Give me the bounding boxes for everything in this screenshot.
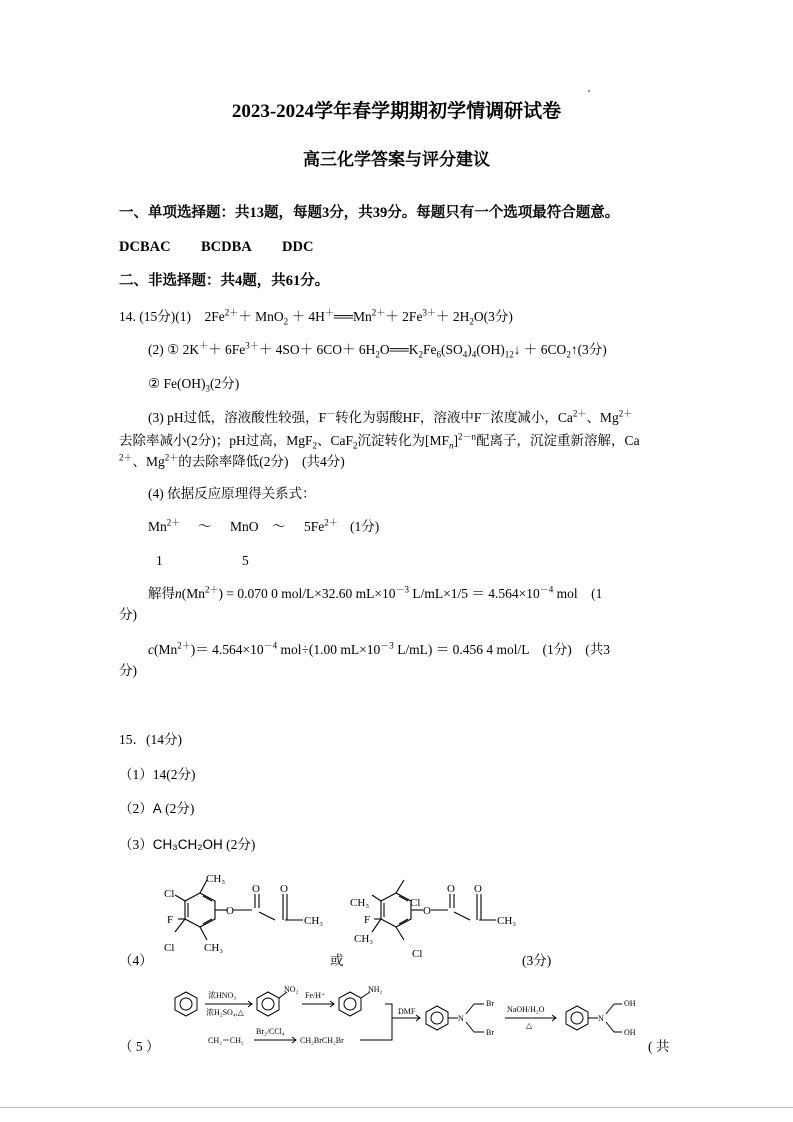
atom-br-1: Br: [486, 999, 494, 1008]
group-oh-1: OH: [624, 999, 636, 1008]
reagent-naoh: NaOH/H₂O: [507, 1005, 545, 1014]
atom-n-1: N: [458, 1014, 464, 1023]
s1-ch3-end: CH₃: [304, 915, 324, 927]
s1-f: F: [167, 914, 174, 926]
reagent-h2so4: 浓H₂SO₄,△: [206, 1008, 244, 1017]
relation-tilde-1: ～: [198, 519, 212, 534]
page-bottom-rule: [0, 1107, 793, 1108]
q15-part2: （2）A (2分): [119, 801, 195, 816]
reagent-hno3: 浓HNO₃: [208, 991, 237, 1000]
relation-score: (1分): [350, 519, 380, 534]
q14-part3-line1: (3) pH过低，溶液酸性较强，F－转化为弱酸HF，溶液中F－浓度减小，$Ca^{2+}$、$Mg^{2+}$: [148, 408, 633, 425]
s2-o-1: O: [447, 883, 455, 895]
answer-group-2: BCDBA: [201, 239, 252, 255]
diol-product: [566, 1006, 588, 1030]
q15-part3: （3）CH₃CH₂OH (2分): [119, 837, 256, 852]
section1-heading: 一、单项选择题：共13题，每题3分，共39分。每题只有一个选项最符合题意。: [119, 205, 620, 221]
conc-line2: 分): [119, 663, 137, 678]
s1-o-1: O: [252, 883, 260, 895]
q14-part3-line3: $^{2+}$、$Mg^{2+}$的去除率降低(2分) (共4分): [119, 452, 345, 469]
s2-o-2: O: [474, 883, 482, 895]
relation-fe: $5Fe^{2+}$: [304, 517, 338, 534]
q15-part1: （1）14(2分): [119, 767, 196, 782]
dibromo-product: [426, 1006, 448, 1030]
solve-line2: 分): [119, 607, 137, 622]
conc-line1: $c(Mn^{2+})= 4.564\times 10^{-4}$ mol÷(1.00 $mL\times 10^{-3}$ L/mL) ＝ 0.456 4 mol/L (1分) (共3: [148, 640, 611, 657]
q14-part4-heading: (4) 依据反应原理得关系式：: [148, 486, 316, 501]
solve-line1: 解得$n(Mn^{2+}) = 0.070$ 0 mol/L×32.60 $mL\times 10^{-3}$ $L/mL\times 1/5 = 4.564\times 10^{-4}$ mol (1: [148, 584, 603, 601]
section2-heading: 二、非选择题：共4题，共61分。: [119, 273, 330, 289]
intermediate-dibromoethane: CH₂BrCH₂Br: [300, 1036, 344, 1045]
relation-mno: MnO: [230, 519, 259, 534]
reagent-ethylene: CH₂＝CH₂: [208, 1036, 244, 1045]
s2-ch3-top: CH₃: [350, 897, 370, 909]
s1-o-ether: O: [226, 905, 234, 917]
relation-mn: $Mn^{2+}$: [148, 517, 181, 534]
group-oh-2: OH: [624, 1028, 636, 1037]
aniline: [339, 992, 361, 1016]
ratio-5: 5: [242, 553, 249, 568]
nitrobenzene: [257, 992, 279, 1016]
atom-n-2: N: [598, 1014, 604, 1023]
q14-part2-2: ② $Fe(OH)_3(2$分): [148, 376, 240, 394]
s2-ch3-end: CH₃: [497, 915, 517, 927]
q15-part5-label: （ 5 ）: [119, 1039, 160, 1054]
q15-part4-or: 或: [330, 953, 344, 968]
atom-br-2: Br: [486, 1028, 494, 1037]
answer-group-1: DCBAC: [119, 239, 171, 255]
s1-o-2: O: [280, 883, 288, 895]
answer-group-3: DDC: [282, 239, 314, 255]
s2-o-ether: O: [423, 905, 431, 917]
reagent-br2: Br₂/CCl₄: [256, 1027, 285, 1036]
s2-ch3-bot: CH₃: [354, 933, 374, 945]
ratio-1: 1: [156, 553, 163, 568]
group-nh2: NH₂: [368, 985, 383, 994]
s2-cl-bot: Cl: [412, 948, 423, 960]
q14-part3-line2: 去除率减小(2分)；pH过高，MgF$_2$、CaF$_2$沉淀转化为$[MF_n]^{2-n}$配离子，沉淀重新溶解，Ca: [119, 431, 640, 451]
reagent-fe: Fe/H⁺: [305, 991, 326, 1000]
s1-cl-top: Cl: [164, 888, 175, 900]
page-subtitle: 高三化学答案与评分建议: [303, 150, 490, 169]
relation-tilde-2: ～: [272, 519, 286, 534]
q15-heading: 15．(14分): [119, 732, 182, 747]
s2-cl-top: Cl: [410, 897, 421, 909]
s1-cl-bot: Cl: [164, 942, 175, 954]
s1-ch3-top: CH₃: [206, 873, 226, 885]
benzene-start: [175, 992, 197, 1016]
q15-part4-label: （4）: [119, 953, 153, 968]
q15-part5-tail: ( 共: [648, 1039, 670, 1054]
reagent-dmf: DMF: [398, 1007, 416, 1016]
q15-part4-score: (3分): [522, 953, 552, 968]
q14-part1: 14. (15分)(1) $2Fe^{2+}+ MnO_2$ ＋ $4H^+══Mn^{2+}+ 2Fe^{3+}+ 2H_2O(3$分): [119, 307, 513, 327]
s1-ch3-bot: CH₃: [204, 942, 224, 954]
group-no2: NO₂: [284, 985, 299, 994]
q14-part2-1: (2) ① $2K^++ 6Fe^{3+}+ 4SO+ 6CO+$ $6H_2O══K_2Fe_6(SO_4)_4(OH)_{12}↓$ ＋ $6CO_2↑(3$分): [148, 340, 607, 360]
s2-f: F: [364, 914, 371, 926]
page-title: 2023-2024学年春学期期初学情调研试卷: [231, 101, 562, 122]
reagent-heat: △: [526, 1021, 533, 1030]
